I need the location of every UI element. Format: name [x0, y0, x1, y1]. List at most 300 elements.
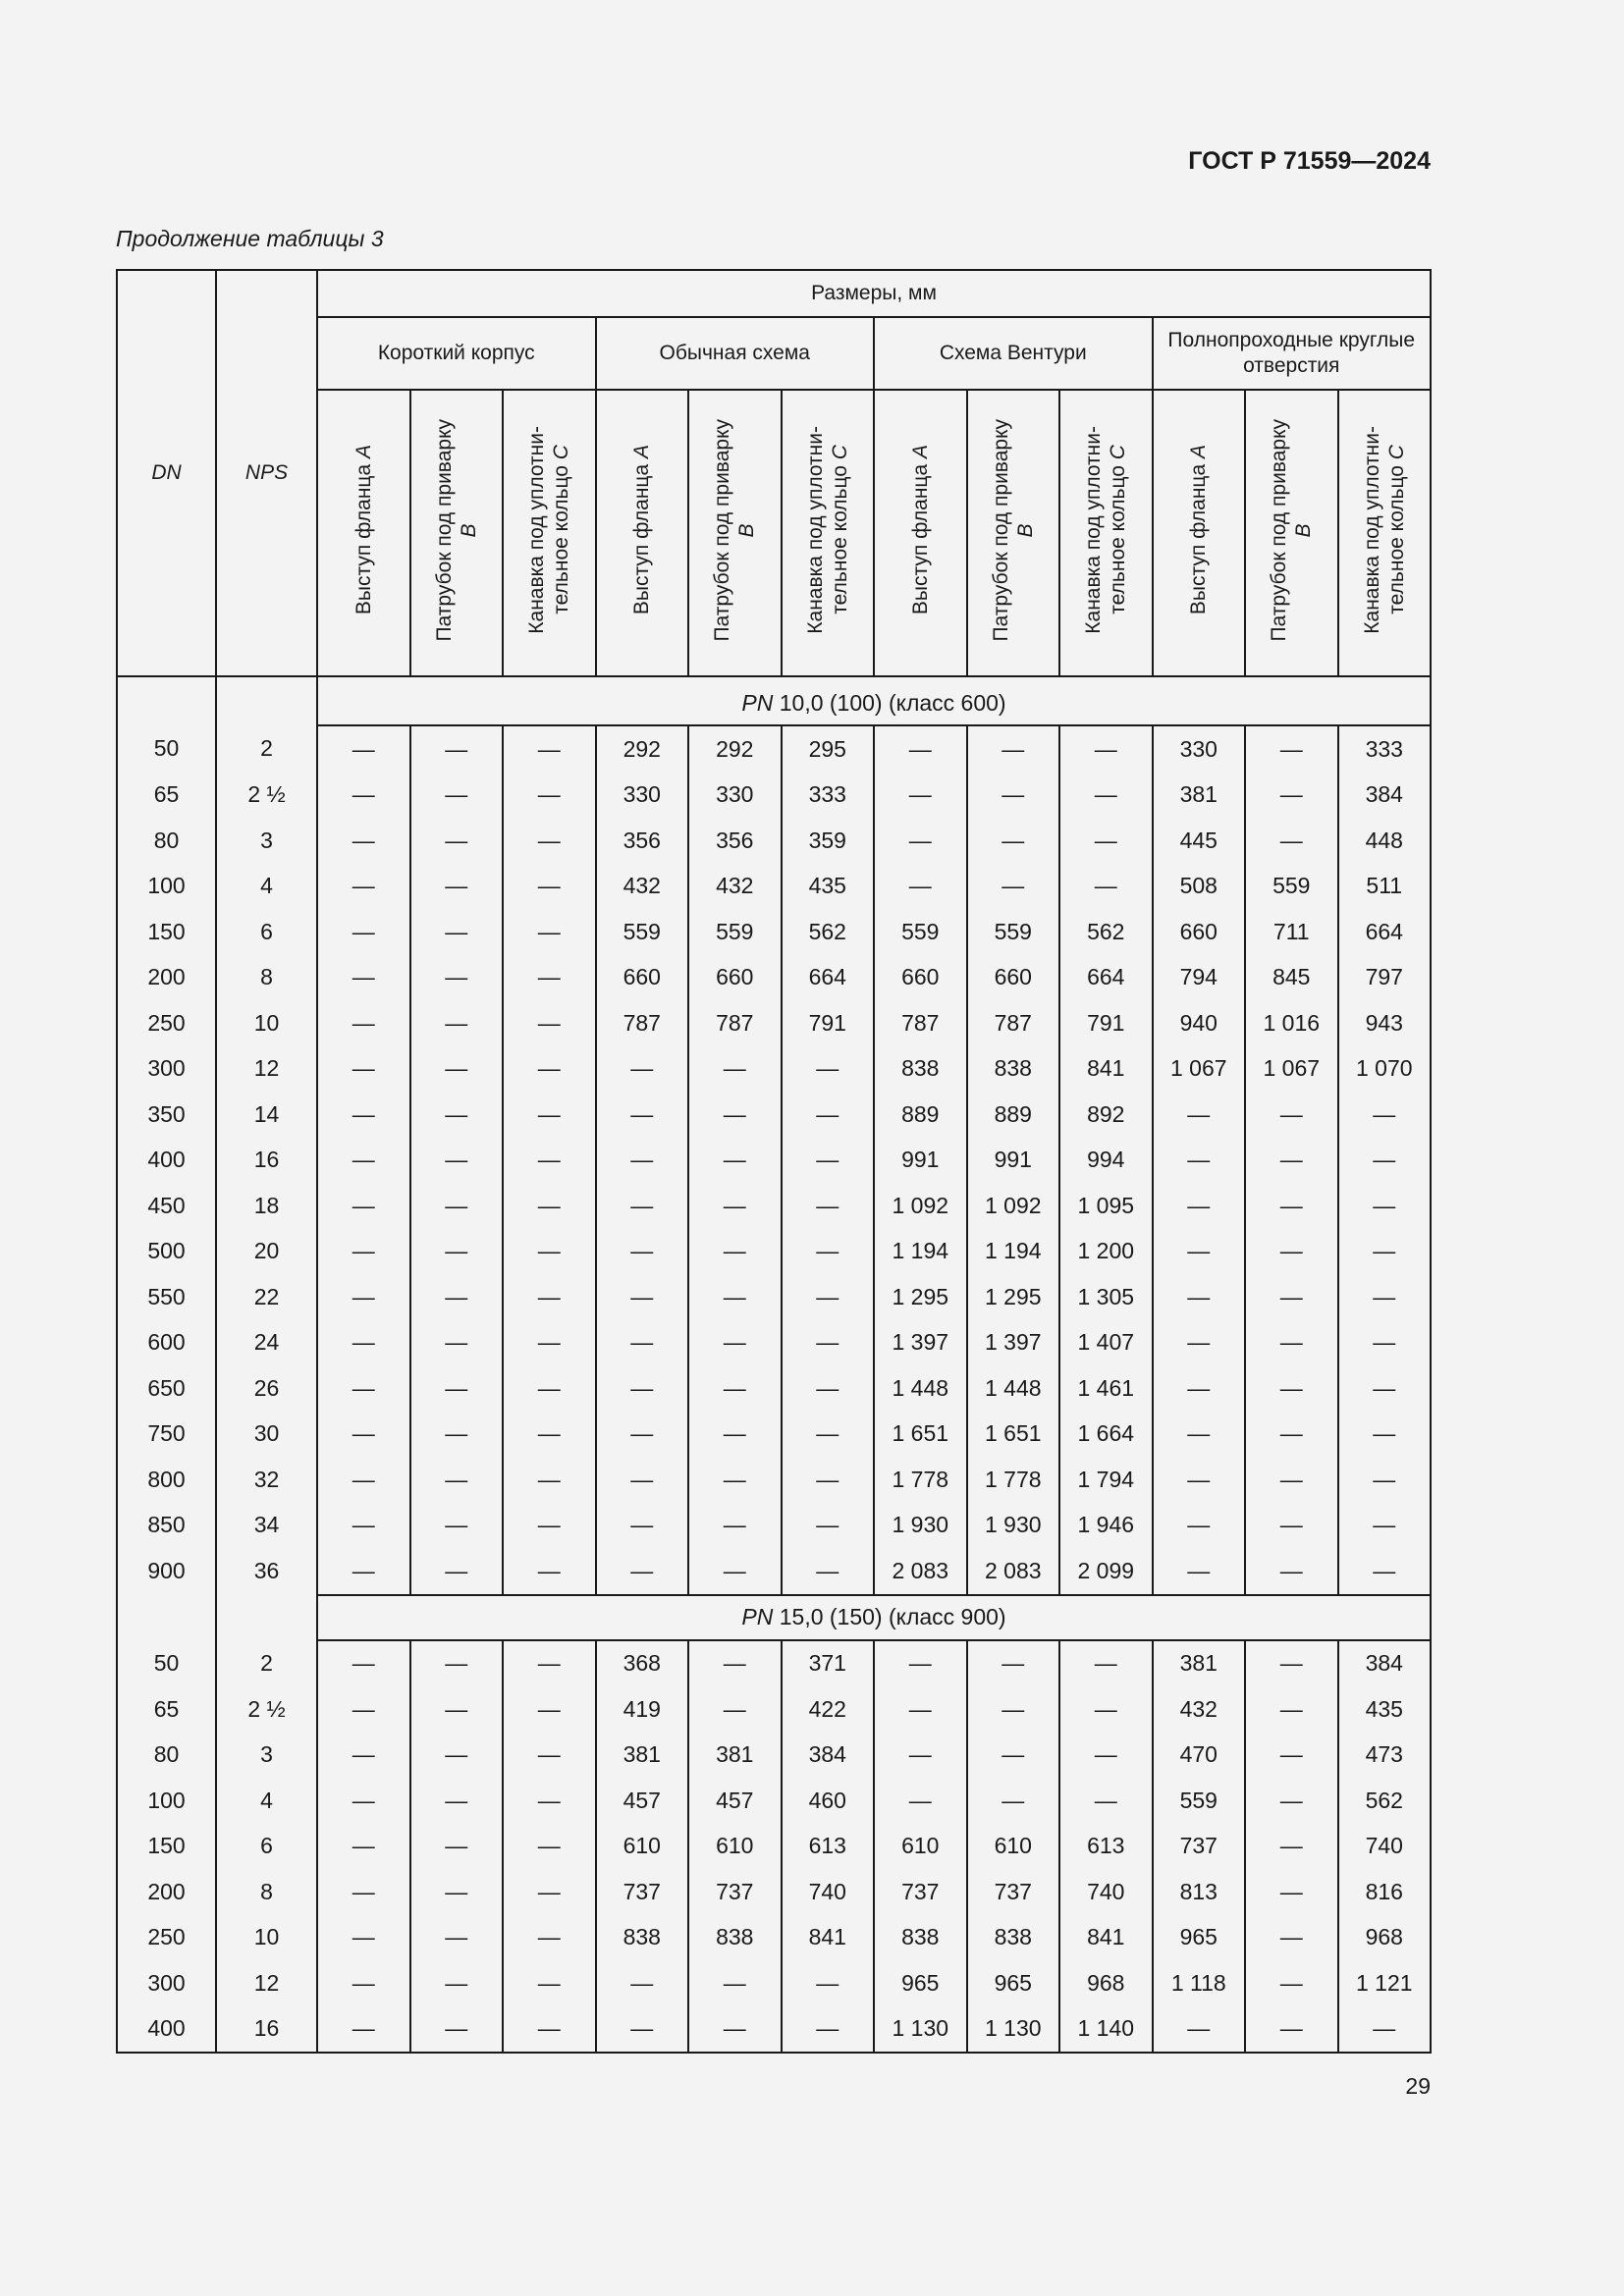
value-cell: 356: [688, 818, 782, 864]
value-cell: 1 407: [1059, 1320, 1153, 1366]
value-cell: 295: [782, 725, 875, 773]
value-cell: —: [688, 1092, 782, 1138]
table-row: [117, 864, 1431, 910]
value-cell: —: [317, 818, 410, 864]
dn-cell: 65: [117, 773, 216, 819]
value-cell: 660: [1153, 909, 1246, 955]
value-cell: 384: [782, 1733, 875, 1779]
table-row: [117, 1640, 1431, 1687]
nps-cell: 12: [216, 1960, 317, 2006]
value-cell: —: [782, 1092, 875, 1138]
table-row: [117, 1869, 1431, 1915]
col-header-dn: DN: [117, 270, 216, 676]
value-cell: 562: [782, 909, 875, 955]
table-row: [117, 1733, 1431, 1779]
value-cell: —: [410, 1548, 504, 1595]
value-cell: 994: [1059, 1138, 1153, 1184]
value-cell: —: [317, 773, 410, 819]
nps-cell: 14: [216, 1092, 317, 1138]
value-cell: 333: [1365, 735, 1403, 762]
value-cell: 330: [688, 773, 782, 819]
nps-cell: 2 ½: [216, 773, 317, 819]
value-cell: 791: [782, 1000, 875, 1046]
nps-cell: 8: [216, 1869, 317, 1915]
value-cell: —: [1245, 1092, 1338, 1138]
value-cell: 381: [688, 1733, 782, 1779]
value-cell: —: [317, 1183, 410, 1229]
table-row: [117, 1686, 1431, 1733]
value-cell: —: [782, 1365, 875, 1412]
value-cell: —: [688, 1686, 782, 1733]
value-cell: —: [1373, 2015, 1396, 2042]
value-cell: —: [1153, 1412, 1246, 1458]
value-cell: 1 194: [874, 1229, 967, 1275]
nps-cell: 32: [216, 1457, 317, 1503]
value-cell: 940: [1153, 1000, 1246, 1046]
value-cell: 889: [967, 1092, 1060, 1138]
table-row: [117, 1778, 1431, 1824]
value-cell: —: [503, 1365, 596, 1412]
value-cell: —: [317, 1412, 410, 1458]
nps-cell: 22: [216, 1274, 317, 1320]
value-cell: 838: [967, 1046, 1060, 1093]
value-cell: 968: [1059, 1960, 1153, 2006]
value-cell: 838: [874, 1915, 967, 1961]
value-cell: 2 083: [967, 1548, 1060, 1595]
value-cell: —: [596, 1320, 689, 1366]
value-cell: 1 070: [1355, 1055, 1413, 1082]
value-cell: —: [1245, 1320, 1338, 1366]
dn-cell: 300: [117, 1046, 216, 1093]
value-cell: —: [1153, 1183, 1246, 1229]
value-cell: —: [1245, 1824, 1338, 1870]
value-cell: —: [596, 1548, 689, 1595]
value-cell: —: [1373, 1192, 1396, 1218]
value-cell: 841: [1059, 1046, 1153, 1093]
value-cell: 559: [967, 909, 1060, 955]
dn-cell: 100: [117, 1778, 216, 1824]
value-cell: —: [410, 1092, 504, 1138]
value-cell: 613: [1059, 1824, 1153, 1870]
value-cell: —: [1245, 1548, 1338, 1595]
value-cell: —: [503, 1046, 596, 1093]
value-cell: 838: [874, 1046, 967, 1093]
value-cell: —: [688, 1365, 782, 1412]
value-cell: —: [503, 1503, 596, 1549]
value-cell: —: [782, 1229, 875, 1275]
table-row: [117, 1915, 1431, 1961]
value-cell: 508: [1153, 864, 1246, 910]
value-cell: 559: [874, 909, 967, 955]
value-cell: 562: [1059, 909, 1153, 955]
value-cell: —: [503, 1457, 596, 1503]
value-cell: 968: [1365, 1924, 1403, 1950]
value-cell: 435: [782, 864, 875, 910]
dn-cell: 200: [117, 1869, 216, 1915]
value-cell: —: [967, 818, 1060, 864]
value-cell: 1 200: [1059, 1229, 1153, 1275]
value-cell: —: [1153, 1320, 1246, 1366]
value-cell: —: [782, 1960, 875, 2006]
value-cell: —: [503, 818, 596, 864]
value-cell: —: [1245, 1229, 1338, 1275]
value-cell: 1 778: [874, 1457, 967, 1503]
value-cell: —: [782, 1412, 875, 1458]
nps-cell: 34: [216, 1503, 317, 1549]
value-cell: —: [1245, 1733, 1338, 1779]
value-cell: —: [410, 1412, 504, 1458]
value-cell: —: [410, 955, 504, 1001]
value-cell: 419: [596, 1686, 689, 1733]
value-cell: 660: [874, 955, 967, 1001]
value-cell: —: [317, 1320, 410, 1366]
subheader-flange-projection: Выступ фланца A: [874, 390, 967, 676]
value-cell: 1 778: [967, 1457, 1060, 1503]
value-cell: 1 946: [1059, 1503, 1153, 1549]
value-cell: 610: [874, 1824, 967, 1870]
dn-cell: 250: [117, 1915, 216, 1961]
nps-cell: 10: [216, 1915, 317, 1961]
value-cell: —: [596, 1412, 689, 1458]
value-cell: —: [874, 725, 967, 773]
value-cell: —: [688, 1320, 782, 1366]
dn-cell: 750: [117, 1412, 216, 1458]
value-cell: —: [317, 2006, 410, 2054]
nps-cell: 16: [216, 2006, 317, 2054]
value-cell: 432: [688, 864, 782, 910]
value-cell: —: [782, 1503, 875, 1549]
dimensions-table: [116, 269, 1432, 2054]
value-cell: —: [1059, 725, 1153, 773]
value-cell: —: [410, 1046, 504, 1093]
dn-cell: 80: [117, 818, 216, 864]
table-row: [117, 1548, 1431, 1595]
value-cell: —: [317, 1686, 410, 1733]
value-cell: 740: [1059, 1869, 1153, 1915]
value-cell: —: [688, 1274, 782, 1320]
value-cell: —: [410, 1733, 504, 1779]
nps-cell: 36: [216, 1548, 317, 1595]
value-cell: 1 794: [1059, 1457, 1153, 1503]
value-cell: —: [967, 1733, 1060, 1779]
value-cell: 613: [782, 1824, 875, 1870]
value-cell: —: [1153, 1229, 1246, 1275]
dn-cell: 600: [117, 1320, 216, 1366]
nps-cell: 6: [216, 909, 317, 955]
value-cell: —: [967, 773, 1060, 819]
value-cell: —: [1373, 1374, 1396, 1401]
value-cell: —: [688, 1229, 782, 1275]
value-cell: 1 130: [874, 2006, 967, 2054]
value-cell: —: [503, 1092, 596, 1138]
value-cell: —: [1153, 1457, 1246, 1503]
value-cell: —: [874, 818, 967, 864]
subheader-flange-projection: Выступ фланца A: [1153, 390, 1246, 676]
value-cell: —: [1245, 1457, 1338, 1503]
table-row: [117, 1000, 1431, 1046]
value-cell: —: [688, 1046, 782, 1093]
value-cell: 292: [688, 725, 782, 773]
value-cell: 1 461: [1059, 1365, 1153, 1412]
value-cell: 368: [596, 1640, 689, 1687]
value-cell: —: [410, 773, 504, 819]
group-header: Схема Вентури: [874, 317, 1153, 390]
dn-cell: 50: [117, 725, 216, 773]
value-cell: —: [503, 1960, 596, 2006]
value-cell: —: [317, 1046, 410, 1093]
table-row: [117, 725, 1431, 773]
value-cell: —: [503, 1640, 596, 1687]
value-cell: —: [1245, 2006, 1338, 2054]
nps-cell: 8: [216, 955, 317, 1001]
table-row: [117, 1320, 1431, 1366]
value-cell: —: [317, 1000, 410, 1046]
value-cell: —: [317, 725, 410, 773]
value-cell: —: [410, 1640, 504, 1687]
value-cell: 737: [967, 1869, 1060, 1915]
value-cell: —: [503, 1686, 596, 1733]
value-cell: —: [317, 1869, 410, 1915]
subheader-seal-groove: Канавка под уплотни- тельное кольцо C: [1059, 390, 1153, 676]
table-row: [117, 909, 1431, 955]
value-cell: —: [503, 1733, 596, 1779]
table-row: [117, 2006, 1431, 2054]
value-cell: —: [503, 1869, 596, 1915]
value-cell: —: [410, 1960, 504, 2006]
value-cell: 381: [596, 1733, 689, 1779]
value-cell: —: [317, 1824, 410, 1870]
value-cell: —: [317, 1915, 410, 1961]
nps-cell: 12: [216, 1046, 317, 1093]
dn-cell: 100: [117, 864, 216, 910]
value-cell: 1 092: [967, 1183, 1060, 1229]
value-cell: —: [782, 1183, 875, 1229]
value-cell: 1 930: [874, 1503, 967, 1549]
value-cell: —: [1245, 1274, 1338, 1320]
value-cell: 660: [596, 955, 689, 1001]
subheader-seal-groove: Канавка под уплотни- тельное кольцо C: [782, 390, 875, 676]
value-cell: 664: [782, 955, 875, 1001]
value-cell: 991: [967, 1138, 1060, 1184]
value-cell: —: [1245, 1183, 1338, 1229]
value-cell: —: [1153, 1274, 1246, 1320]
value-cell: —: [596, 1960, 689, 2006]
subheader-weld-nozzle: Патрубок под приварку B: [967, 390, 1060, 676]
value-cell: 845: [1245, 955, 1338, 1001]
size-header: Размеры, мм: [317, 270, 1431, 317]
value-cell: 838: [967, 1915, 1060, 1961]
value-cell: —: [1059, 1778, 1153, 1824]
value-cell: 473: [1365, 1741, 1403, 1768]
value-cell: —: [503, 909, 596, 955]
nps-cell: 30: [216, 1412, 317, 1458]
value-cell: —: [1245, 818, 1338, 864]
value-cell: —: [410, 818, 504, 864]
value-cell: 816: [1365, 1878, 1403, 1904]
value-cell: 664: [1059, 955, 1153, 1001]
value-cell: —: [410, 1000, 504, 1046]
table-row: [117, 1092, 1431, 1138]
value-cell: —: [410, 1183, 504, 1229]
value-cell: 381: [1153, 773, 1246, 819]
value-cell: 943: [1365, 1009, 1403, 1036]
nps-cell: 20: [216, 1229, 317, 1275]
value-cell: 457: [596, 1778, 689, 1824]
value-cell: 1 397: [874, 1320, 967, 1366]
value-cell: 1 130: [967, 2006, 1060, 2054]
value-cell: 435: [1365, 1695, 1403, 1722]
value-cell: —: [688, 2006, 782, 2054]
nps-cell: 24: [216, 1320, 317, 1366]
table-row: [117, 1503, 1431, 1549]
value-cell: 660: [967, 955, 1060, 1001]
value-cell: 562: [1365, 1787, 1403, 1813]
value-cell: —: [410, 1457, 504, 1503]
group-header: Полнопроходные круглые отверстия: [1153, 317, 1432, 390]
value-cell: —: [874, 1778, 967, 1824]
pressure-section-label: PN 15,0 (150) (класс 900): [317, 1595, 1431, 1640]
value-cell: 1 664: [1059, 1412, 1153, 1458]
dn-cell: 150: [117, 1824, 216, 1870]
value-cell: —: [1373, 1100, 1396, 1127]
value-cell: —: [1245, 1915, 1338, 1961]
value-cell: —: [317, 909, 410, 955]
value-cell: 330: [596, 773, 689, 819]
value-cell: —: [1153, 2006, 1246, 2054]
value-cell: —: [1245, 1138, 1338, 1184]
dn-cell: 350: [117, 1092, 216, 1138]
value-cell: —: [1153, 1365, 1246, 1412]
value-cell: 330: [1153, 725, 1246, 773]
value-cell: 965: [874, 1960, 967, 2006]
value-cell: —: [874, 773, 967, 819]
value-cell: 841: [782, 1915, 875, 1961]
value-cell: —: [503, 1548, 596, 1595]
pressure-section-row: [117, 681, 1431, 725]
value-cell: —: [1245, 773, 1338, 819]
value-cell: —: [1153, 1092, 1246, 1138]
value-cell: —: [1373, 1466, 1396, 1492]
value-cell: —: [782, 2006, 875, 2054]
value-cell: —: [596, 1229, 689, 1275]
value-cell: 1 448: [967, 1365, 1060, 1412]
value-cell: 371: [782, 1640, 875, 1687]
table-row: [117, 1229, 1431, 1275]
value-cell: —: [410, 725, 504, 773]
value-cell: 965: [967, 1960, 1060, 2006]
value-cell: 1 067: [1245, 1046, 1338, 1093]
value-cell: 1 092: [874, 1183, 967, 1229]
value-cell: 559: [688, 909, 782, 955]
value-cell: —: [688, 1183, 782, 1229]
value-cell: 432: [596, 864, 689, 910]
subheader-seal-groove: Канавка под уплотни- тельное кольцо C: [503, 390, 596, 676]
value-cell: —: [1245, 1869, 1338, 1915]
value-cell: —: [1059, 818, 1153, 864]
value-cell: —: [317, 1503, 410, 1549]
value-cell: —: [503, 955, 596, 1001]
value-cell: —: [967, 1640, 1060, 1687]
value-cell: —: [503, 1824, 596, 1870]
dn-cell: 800: [117, 1457, 216, 1503]
value-cell: 559: [596, 909, 689, 955]
value-cell: —: [317, 1640, 410, 1687]
subheader-weld-nozzle: Патрубок под приварку B: [1245, 390, 1338, 676]
value-cell: —: [874, 1686, 967, 1733]
dn-cell: 300: [117, 1960, 216, 2006]
table-row: [117, 1960, 1431, 2006]
value-cell: 794: [1153, 955, 1246, 1001]
value-cell: —: [1059, 773, 1153, 819]
table-row: [117, 773, 1431, 819]
value-cell: —: [410, 1138, 504, 1184]
value-cell: 559: [1153, 1778, 1246, 1824]
value-cell: —: [1245, 1960, 1338, 2006]
table-row: [117, 1457, 1431, 1503]
value-cell: 292: [596, 725, 689, 773]
value-cell: —: [874, 1640, 967, 1687]
table-row: [117, 1046, 1431, 1093]
value-cell: —: [1153, 1138, 1246, 1184]
value-cell: —: [317, 1960, 410, 2006]
value-cell: 740: [1365, 1833, 1403, 1859]
value-cell: —: [1373, 1147, 1396, 1173]
value-cell: —: [1373, 1557, 1396, 1583]
subheader-seal-groove: Канавка под уплотни- тельное кольцо C: [1360, 426, 1408, 634]
dn-cell: 500: [117, 1229, 216, 1275]
value-cell: 381: [1153, 1640, 1246, 1687]
dn-cell: 250: [117, 1000, 216, 1046]
value-cell: 2 099: [1059, 1548, 1153, 1595]
value-cell: 740: [782, 1869, 875, 1915]
value-cell: 1 397: [967, 1320, 1060, 1366]
nps-cell: 4: [216, 1778, 317, 1824]
value-cell: 384: [1365, 781, 1403, 808]
value-cell: —: [596, 1046, 689, 1093]
value-cell: —: [317, 1092, 410, 1138]
value-cell: —: [1059, 1733, 1153, 1779]
value-cell: 892: [1059, 1092, 1153, 1138]
value-cell: —: [1153, 1503, 1246, 1549]
subheader-weld-nozzle: Патрубок под приварку B: [410, 390, 504, 676]
value-cell: —: [874, 1733, 967, 1779]
nps-cell: 2 ½: [216, 1686, 317, 1733]
value-cell: 841: [1059, 1915, 1153, 1961]
value-cell: —: [596, 1503, 689, 1549]
dn-cell: 150: [117, 909, 216, 955]
value-cell: —: [410, 1778, 504, 1824]
dn-cell: 650: [117, 1365, 216, 1412]
value-cell: —: [503, 1778, 596, 1824]
value-cell: —: [782, 1274, 875, 1320]
group-header: Короткий корпус: [317, 317, 596, 390]
value-cell: —: [410, 1686, 504, 1733]
value-cell: —: [596, 1457, 689, 1503]
value-cell: —: [410, 1824, 504, 1870]
nps-cell: 18: [216, 1183, 317, 1229]
value-cell: 660: [688, 955, 782, 1001]
value-cell: 1 448: [874, 1365, 967, 1412]
value-cell: 1 067: [1153, 1046, 1246, 1093]
nps-cell: 2: [216, 725, 317, 773]
value-cell: —: [782, 1046, 875, 1093]
value-cell: —: [596, 1274, 689, 1320]
value-cell: 610: [967, 1824, 1060, 1870]
value-cell: —: [1153, 1548, 1246, 1595]
table-row: [117, 1183, 1431, 1229]
value-cell: 787: [596, 1000, 689, 1046]
table-row: [117, 818, 1431, 864]
